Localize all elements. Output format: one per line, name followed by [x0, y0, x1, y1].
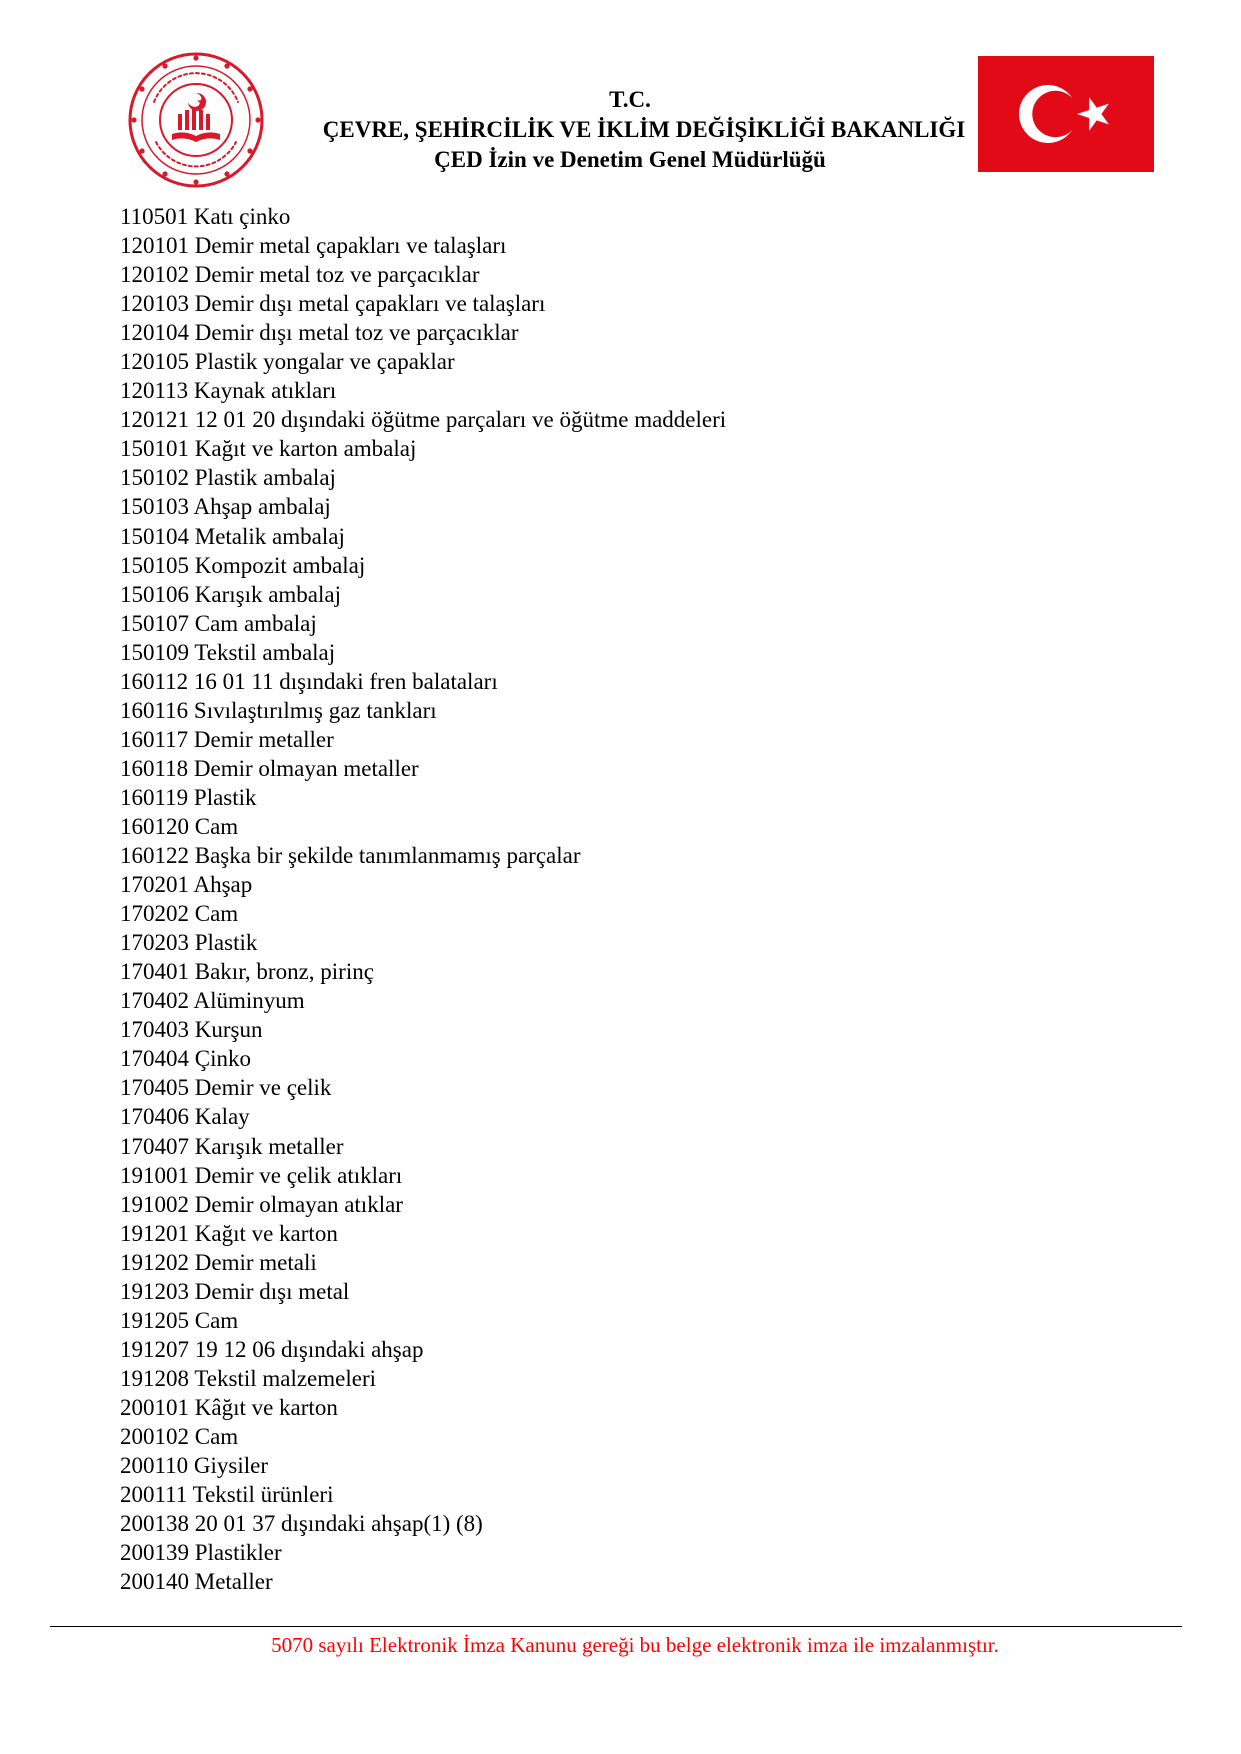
list-item: 120121 12 01 20 dışındaki öğütme parçaları ve öğütme maddeleri [120, 407, 727, 433]
list-item: 160120 Cam [120, 813, 239, 839]
header-directorate: ÇED İzin ve Denetim Genel Müdürlüğü [434, 147, 826, 172]
footer-divider [50, 1626, 1182, 1627]
list-item: 191207 19 12 06 dışındaki ahşap [120, 1336, 424, 1362]
list-item: 150109 Tekstil ambalaj [120, 639, 336, 665]
list-item: 170203 Plastik [120, 930, 258, 956]
list-item: 120101 Demir metal çapakları ve talaşları [120, 233, 507, 259]
list-item: 191002 Demir olmayan atıklar [120, 1191, 403, 1217]
list-item: 191205 Cam [120, 1307, 239, 1333]
list-item: 170202 Cam [120, 901, 239, 927]
list-item: 160118 Demir olmayan metaller [120, 755, 419, 781]
list-item: 120103 Demir dışı metal çapakları ve talaşları [120, 291, 546, 317]
list-item: 150101 Kağıt ve karton ambalaj [120, 436, 417, 462]
list-item: 170402 Alüminyum [120, 988, 305, 1014]
e-signature-notice: 5070 sayılı Elektronik İmza Kanunu gereği bu belge elektronik imza ile imzalanmıştır. [271, 1633, 999, 1657]
list-item: 160112 16 01 11 dışındaki fren balataları [120, 668, 498, 694]
list-item: 200140 Metaller [120, 1569, 273, 1595]
list-item: 150102 Plastik ambalaj [120, 465, 336, 491]
list-item: 200101 Kâğıt ve karton [120, 1394, 338, 1420]
list-item: 200110 Giysiler [120, 1453, 268, 1479]
list-item: 191001 Demir ve çelik atıkları [120, 1162, 403, 1188]
list-item: 160116 Sıvılaştırılmış gaz tankları [120, 697, 437, 723]
document-header [240, 85, 1020, 175]
list-item: 170404 Çinko [120, 1046, 251, 1072]
list-item: 200138 20 01 37 dışındaki ahşap(1) (8) [120, 1511, 483, 1537]
list-item: 200139 Plastikler [120, 1540, 282, 1566]
header-state: T.C. [609, 87, 651, 112]
list-item: 150103 Ahşap ambalaj [120, 494, 331, 520]
list-item: 150105 Kompozit ambalaj [120, 552, 366, 578]
list-item: 191203 Demir dışı metal [120, 1278, 350, 1304]
list-item: 150107 Cam ambalaj [120, 610, 317, 636]
list-item: 120102 Demir metal toz ve parçacıklar [120, 262, 480, 288]
list-item: 120113 Kaynak atıkları [120, 378, 337, 404]
header-ministry: ÇEVRE, ŞEHİRCİLİK VE İKLİM DEĞİŞİKLİĞİ BAKANLIĞI [322, 117, 966, 142]
list-item: 120104 Demir dışı metal toz ve parçacıklar [120, 320, 519, 346]
list-item: 170407 Karışık metaller [120, 1133, 344, 1159]
list-item: 170401 Bakır, bronz, pirinç [120, 959, 374, 985]
list-item: 150106 Karışık ambalaj [120, 581, 342, 607]
list-item: 170201 Ahşap [120, 872, 253, 898]
list-item: 170403 Kurşun [120, 1017, 263, 1043]
list-item: 160122 Başka bir şekilde tanımlanmamış parçalar [120, 843, 581, 869]
list-item: 200111 Tekstil ürünleri [120, 1482, 334, 1508]
list-item: 191202 Demir metali [120, 1249, 317, 1275]
list-item: 150104 Metalik ambalaj [120, 523, 345, 549]
list-item: 160119 Plastik [120, 784, 257, 810]
list-item: 170406 Kalay [120, 1104, 250, 1130]
list-item: 191201 Kağıt ve karton [120, 1220, 338, 1246]
waste-code-list [120, 202, 726, 1596]
list-item: 110501 Katı çinko [120, 204, 291, 229]
list-item: 200102 Cam [120, 1423, 239, 1449]
list-item: 191208 Tekstil malzemeleri [120, 1365, 377, 1391]
list-item: 170405 Demir ve çelik [120, 1075, 332, 1101]
list-item: 120105 Plastik yongalar ve çapaklar [120, 349, 455, 375]
list-item: 160117 Demir metaller [120, 726, 334, 752]
